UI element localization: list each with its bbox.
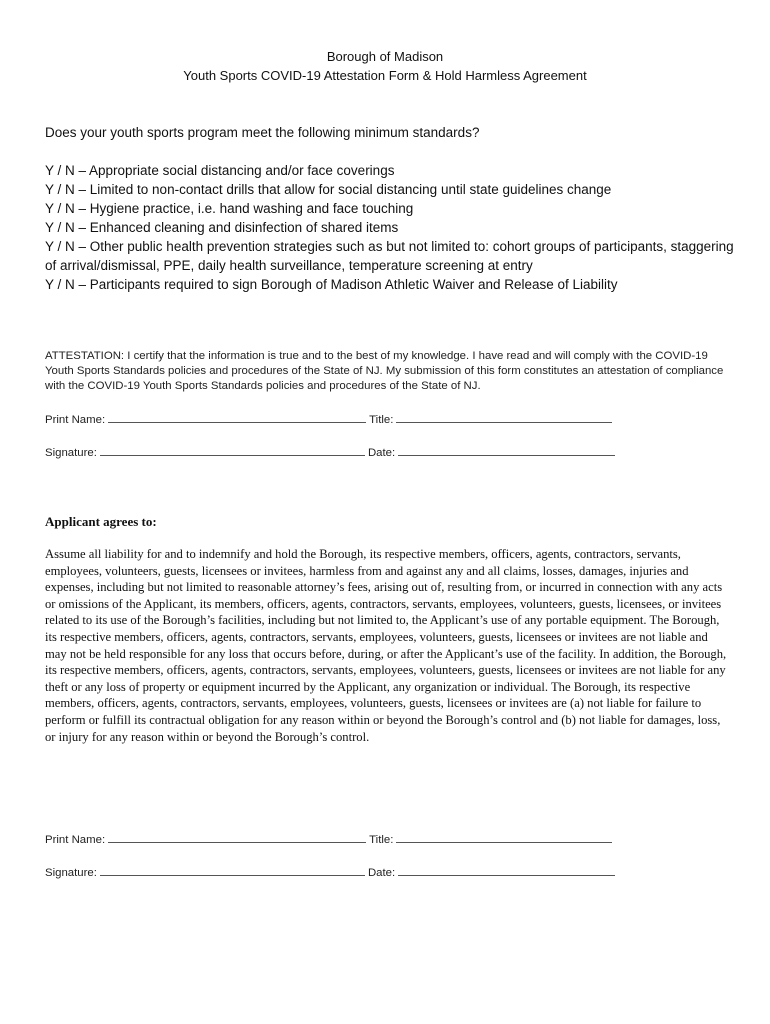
print-name-line[interactable] <box>108 832 366 843</box>
standards-list <box>45 161 735 294</box>
print-name-row-2 <box>45 832 745 848</box>
date-label: Date: <box>367 447 396 459</box>
title-label: Title: <box>369 834 394 846</box>
standards-question: Does your youth sports program meet the following minimum standards? <box>45 125 480 140</box>
date-line[interactable] <box>398 865 615 876</box>
standard-item: Y / N – Other public health prevention strategies such as but not limited to: cohort groups of participants, staggering of arrival/dismissal, PPE, daily health surveillance, temperature screening at entry <box>45 239 734 273</box>
signature-label: Signature: <box>45 867 97 879</box>
print-name-label: Print Name: <box>45 414 106 426</box>
print-name-row-1 <box>45 412 745 428</box>
document-header <box>0 47 770 85</box>
form-title: Youth Sports COVID-19 Attestation Form & Hold Harmless Agreement <box>183 68 587 83</box>
standard-item: Y / N – Appropriate social distancing and/or face coverings <box>45 163 395 178</box>
attestation-statement: ATTESTATION: I certify that the information is true and to the best of my knowledge. I have read and will comply with the COVID-19 Youth Sports Standards policies and procedures of the State of NJ. My submission of this form constitutes an attestation of compliance with the COVID-19 Youth Sports Standards policies and procedures of the State of NJ. <box>45 350 724 392</box>
signature-line[interactable] <box>100 865 365 876</box>
signature-label: Signature: <box>45 447 97 459</box>
standard-item: Y / N – Participants required to sign Borough of Madison Athletic Waiver and Release of Liability <box>45 277 618 292</box>
print-name-line[interactable] <box>108 412 366 423</box>
title-line[interactable] <box>396 412 612 423</box>
print-name-label: Print Name: <box>45 834 106 846</box>
title-line[interactable] <box>396 832 612 843</box>
date-label: Date: <box>367 867 396 879</box>
signature-line[interactable] <box>100 445 365 456</box>
borough-title: Borough of Madison <box>326 49 444 64</box>
agreement-heading: Applicant agrees to: <box>45 514 157 529</box>
title-label: Title: <box>369 414 394 426</box>
standard-item: Y / N – Limited to non-contact drills that allow for social distancing until state guidelines change <box>45 182 612 197</box>
signature-row-2 <box>45 865 745 881</box>
signature-row-1 <box>45 445 745 461</box>
agreement-body: Assume all liability for and to indemnify and hold the Borough, its respective members, officers, agents, contractors, servants, employees, volunteers, guests, licensees or invitees, harmless from and against any and all claims, losses, damages, injuries and expenses, including but not limited to reasonable attorney’s fees, arising out of, resulting from, or incurred in connection with any acts or omissions of the Applicant, its members, officers, agents, contractors, servants, employees, volunteers, guests, licensees, or invitees related to its use of the Borough’s facilities, including but not limited to, the Applicant’s use of any portable equipment. The Borough, its respective members, officers, agents, contractors, servants, employees, volunteers, guests, licensees or invitees are not liable and may not be held responsible for any loss that occurs before, during, or after the Applicant’s use of the facility. In addition, the Borough, its respective members, officers, agents, contractors, servants, employees, volunteers, guests, licensees or invitees are not liable for any theft or any loss of property or equipment incurred by the Applicant, any organization or individual. The Borough, its respective members, officers, agents, contractors, servants, employees, volunteers, guests, licensees or invitees are (a) not liable for failure to perform or fulfill its contractual obligation for any reason within or beyond the Borough’s control and (b) not liable for damages, loss, or injury for any reason within or beyond the Borough’s control. <box>45 547 727 744</box>
standard-item: Y / N – Enhanced cleaning and disinfection of shared items <box>45 220 399 235</box>
standard-item: Y / N – Hygiene practice, i.e. hand washing and face touching <box>45 201 414 216</box>
date-line[interactable] <box>398 445 615 456</box>
